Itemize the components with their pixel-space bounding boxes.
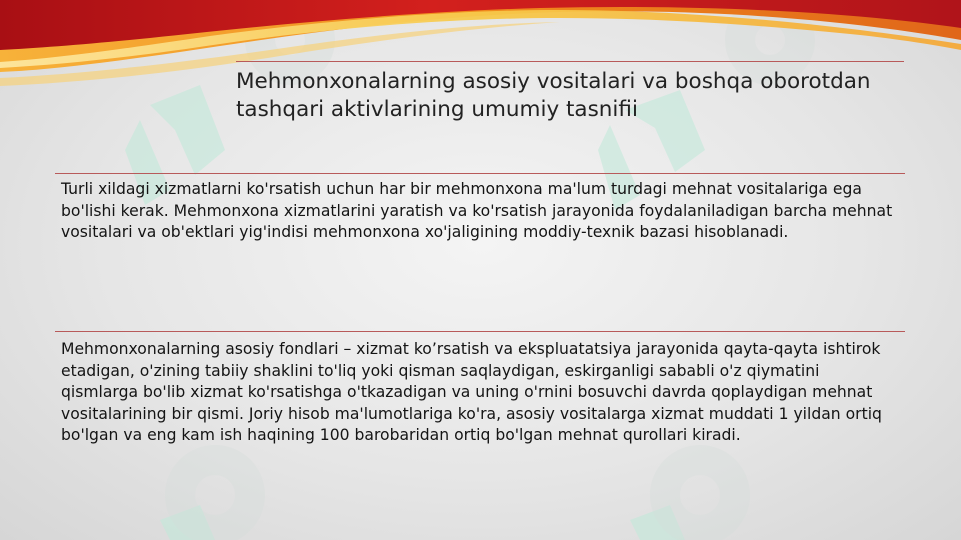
slide-title: Mehmonxonalarning asosiy vositalari va boshqa oborotdan tashqari aktivlarining umumiy tasnifii <box>236 69 871 122</box>
paragraph-material-base: Turli xildagi xizmatlarni ko'rsatish uchun har bir mehmonxona ma'lum turdagi mehnat vositalariga ega bo'lishi kerak. Mehmonxona xizmatlarini yaratish va ko'rsatish jarayonida foydalaniladigan barcha mehnat vositalari va ob'ektlari yig'indisi mehmonxona xo'jaligining moddiy-texnik bazasi hisoblanadi. <box>61 180 893 242</box>
title-top-divider <box>236 61 904 62</box>
paragraph-fixed-assets: Mehmonxonalarning asosiy fondlari – xizmat ko’rsatish va ekspluatatsiya jarayonida qayta-qayta ishtirok etadigan, o'zining tabiiy shaklini to'liq yoki qisman saqlaydigan, eskirganligi sababli o'z qiymatini qismlarga bo'lib xizmat ko'rsatishga o'tkazadigan va uning o'rnini bosuvchi davrda qoplaydigan mehnat vositalarining bir qismi. Joriy hisob ma'lumotlariga ko'ra, asosiy vositalarga xizmat muddati 1 yildan ortiq bo'lgan va eng kam ish haqining 100 barobaridan ortiq bo'lgan mehnat qurollari kiradi. <box>61 340 882 445</box>
section-divider-2 <box>55 331 905 332</box>
section-divider-1 <box>55 173 905 174</box>
